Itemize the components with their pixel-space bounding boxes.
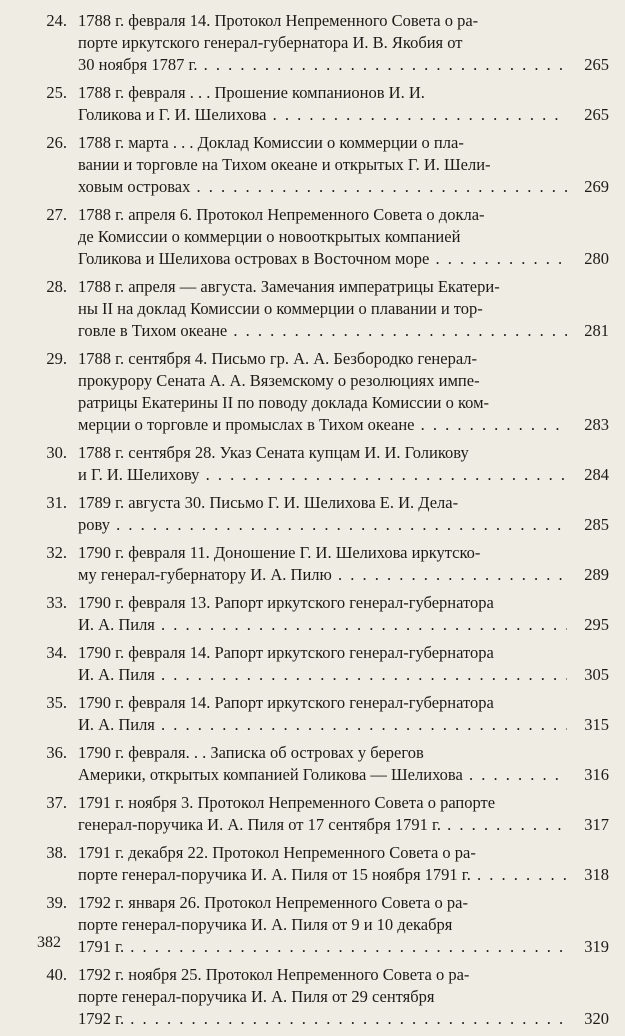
- entry-text: мерции о торговле и промыслах в Тихом океане . . .: [78, 414, 567, 436]
- toc-entry-line: [0, 514, 625, 536]
- toc-entry-line: [0, 226, 625, 248]
- toc-entry-line: [0, 1008, 625, 1030]
- entry-text: му генерал-губернатору И. А. Пилю . . .: [78, 564, 567, 586]
- toc-entry-line: [0, 370, 625, 392]
- entry-page-number: 284: [584, 465, 609, 484]
- entry-text: 1790 г. февраля 14. Рапорт иркутского генерал-губернатора: [78, 643, 494, 662]
- toc-entry: [0, 642, 625, 686]
- entry-page-number: 269: [584, 177, 609, 196]
- toc-entry: [0, 132, 625, 198]
- entry-text: 1790 г. февраля 13. Рапорт иркутского генерал-губернатора: [78, 593, 494, 612]
- entry-page-number: 305: [584, 665, 609, 684]
- entry-text: 1790 г. февраля 14. Рапорт иркутского генерал-губернатора: [78, 693, 494, 712]
- toc-entry-line: [0, 32, 625, 54]
- entry-text: 1790 г. февраля 11. Доношение Г. И. Шелихова иркутско-: [78, 543, 481, 562]
- entry-text: порте генерал-поручика И. А. Пиля от 15 ноября 1791 г. . . .: [78, 864, 567, 886]
- entry-text: 1788 г. апреля 6. Протокол Непременного Совета о докла-: [78, 205, 485, 224]
- entry-text: 1791 г. . . .: [78, 936, 567, 958]
- entry-number: 33.: [46, 593, 67, 612]
- entry-text: 1788 г. апреля — августа. Замечания императрицы Екатери-: [78, 277, 500, 296]
- entry-number: 31.: [46, 493, 67, 512]
- entry-text: 1790 г. февраля. . . Записка об островах у берегов: [78, 743, 424, 762]
- toc-entry-line: [0, 276, 625, 298]
- toc-entry-line: [0, 986, 625, 1008]
- entry-number: 29.: [46, 349, 67, 368]
- toc-entry-line: [0, 320, 625, 342]
- toc-entry-line: [0, 642, 625, 664]
- toc-entry: [0, 442, 625, 486]
- toc-entry-line: [0, 298, 625, 320]
- entry-text: ховым островах . . .: [78, 176, 567, 198]
- entry-text: ратрицы Екатерины II по поводу доклада Комиссии о ком-: [78, 393, 490, 412]
- entry-text: 1788 г. сентября 28. Указ Сената купцам И. И. Голикову: [78, 443, 469, 462]
- toc-entry-line: [0, 842, 625, 864]
- toc-entry-line: [0, 936, 625, 958]
- toc-entry-line: [0, 132, 625, 154]
- entry-text: 1788 г. февраля . . . Прошение компанионов И. И.: [78, 83, 425, 102]
- toc-entry-line: [0, 814, 625, 836]
- entry-number: 27.: [46, 205, 67, 224]
- entry-page-number: 289: [584, 565, 609, 584]
- toc-entry-line: [0, 964, 625, 986]
- entry-number: 38.: [46, 843, 67, 862]
- entry-text: генерал-поручика И. А. Пиля от 17 сентября 1791 г. . . .: [78, 814, 567, 836]
- entry-page-number: 317: [584, 815, 609, 834]
- entry-text: 1792 г. . . .: [78, 1008, 567, 1030]
- entry-text: вании и торговле на Тихом океане и открытых Г. И. Шели-: [78, 155, 491, 174]
- entry-number: 35.: [46, 693, 67, 712]
- entry-page-number: 318: [584, 865, 609, 884]
- entry-number: 28.: [46, 277, 67, 296]
- entry-page-number: 295: [584, 615, 609, 634]
- toc-entry-line: [0, 104, 625, 126]
- toc-entry-line: [0, 614, 625, 636]
- toc-entry: [0, 592, 625, 636]
- entry-number: 36.: [46, 743, 67, 762]
- toc-entry: [0, 964, 625, 1030]
- toc-entry-line: [0, 54, 625, 76]
- entry-text: рову . . .: [78, 514, 567, 536]
- entry-text: 1788 г. марта . . . Доклад Комиссии о коммерции о пла-: [78, 133, 464, 152]
- entry-text: говле в Тихом океане . . .: [78, 320, 567, 342]
- entry-page-number: 316: [584, 765, 609, 784]
- toc-entry-line: [0, 692, 625, 714]
- entry-page-number: 315: [584, 715, 609, 734]
- toc-entry-line: [0, 492, 625, 514]
- entry-page-number: 281: [584, 321, 609, 340]
- entry-text: порте генерал-поручика И. А. Пиля от 29 сентября: [78, 987, 435, 1006]
- toc-entry-line: [0, 464, 625, 486]
- toc-entry-line: [0, 764, 625, 786]
- entry-text: 1791 г. декабря 22. Протокол Непременного Совета о ра-: [78, 843, 476, 862]
- entry-number: 37.: [46, 793, 67, 812]
- entry-number: 24.: [46, 11, 67, 30]
- toc-entry: [0, 742, 625, 786]
- toc-entry: [0, 892, 625, 958]
- entry-number: 34.: [46, 643, 67, 662]
- entry-page-number: 283: [584, 415, 609, 434]
- entry-text: И. А. Пиля . . .: [78, 714, 567, 736]
- toc-entry: [0, 842, 625, 886]
- toc-entry: [0, 792, 625, 836]
- toc-entry: [0, 82, 625, 126]
- toc-entry-line: [0, 414, 625, 436]
- entry-number: 40.: [46, 965, 67, 984]
- toc-entry-line: [0, 392, 625, 414]
- entry-text: И. А. Пиля . . .: [78, 664, 567, 686]
- entry-text: Голикова и Шелихова островах в Восточном море . . .: [78, 248, 567, 270]
- toc-entry: [0, 692, 625, 736]
- entry-text: 1792 г. января 26. Протокол Непременного Совета о ра-: [78, 893, 468, 912]
- toc-entry: [0, 348, 625, 436]
- toc-entry-line: [0, 176, 625, 198]
- toc-entry: [0, 542, 625, 586]
- entry-page-number: 280: [584, 249, 609, 268]
- entry-text: и Г. И. Шелихову . . .: [78, 464, 567, 486]
- toc-entry-line: [0, 592, 625, 614]
- entry-number: 26.: [46, 133, 67, 152]
- toc-entry: [0, 492, 625, 536]
- toc-entry-line: [0, 742, 625, 764]
- entry-text: Голикова и Г. И. Шелихова . . .: [78, 104, 567, 126]
- toc-entry-line: [0, 10, 625, 32]
- toc-entry-line: [0, 664, 625, 686]
- toc-entry-line: [0, 792, 625, 814]
- entry-text: порте иркутского генерал-губернатора И. В. Якобия от: [78, 33, 463, 52]
- page-number: 382: [37, 934, 61, 951]
- entry-text: порте генерал-поручика И. А. Пиля от 9 и 10 декабря: [78, 915, 453, 934]
- entry-text: де Комиссии о коммерции о новооткрытых компанией: [78, 227, 461, 246]
- entry-text: 1789 г. августа 30. Письмо Г. И. Шелихова Е. И. Дела-: [78, 493, 459, 512]
- toc-entry-line: [0, 564, 625, 586]
- entry-text: 1792 г. ноября 25. Протокол Непременного Совета о ра-: [78, 965, 470, 984]
- entry-page-number: 319: [584, 937, 609, 956]
- entry-number: 25.: [46, 83, 67, 102]
- entry-number: 30.: [46, 443, 67, 462]
- toc-entry-line: [0, 914, 625, 936]
- entry-text: 1788 г. сентября 4. Письмо гр. А. А. Безбородко генерал-: [78, 349, 478, 368]
- toc-entry-line: [0, 542, 625, 564]
- toc-entry-line: [0, 864, 625, 886]
- entry-text: И. А. Пиля . . .: [78, 614, 567, 636]
- toc-entry-line: [0, 892, 625, 914]
- toc-entry-line: [0, 82, 625, 104]
- entry-text: 1788 г. февраля 14. Протокол Непременного Совета о ра-: [78, 11, 479, 30]
- table-of-contents: [0, 10, 625, 1036]
- entry-page-number: 265: [584, 105, 609, 124]
- entry-text: 1791 г. ноября 3. Протокол Непременного Совета о рапорте: [78, 793, 496, 812]
- toc-entry-line: [0, 714, 625, 736]
- entry-page-number: 265: [584, 55, 609, 74]
- entry-number: 39.: [46, 893, 67, 912]
- toc-entry-line: [0, 204, 625, 226]
- entry-text: ны II на доклад Комиссии о коммерции о плавании и тор-: [78, 299, 483, 318]
- entry-page-number: 320: [584, 1009, 609, 1028]
- entry-number: 32.: [46, 543, 67, 562]
- toc-entry: [0, 204, 625, 270]
- entry-page-number: 285: [584, 515, 609, 534]
- toc-entry: [0, 10, 625, 76]
- toc-entry-line: [0, 154, 625, 176]
- toc-entry-line: [0, 348, 625, 370]
- entry-text: Америки, открытых компанией Голикова — Шелихова . . .: [78, 764, 567, 786]
- toc-entry: [0, 276, 625, 342]
- entry-text: 30 ноября 1787 г. . . .: [78, 54, 567, 76]
- toc-entry-line: [0, 442, 625, 464]
- entry-text: прокурору Сената А. А. Вяземскому о резолюциях импе-: [78, 371, 480, 390]
- toc-entry-line: [0, 248, 625, 270]
